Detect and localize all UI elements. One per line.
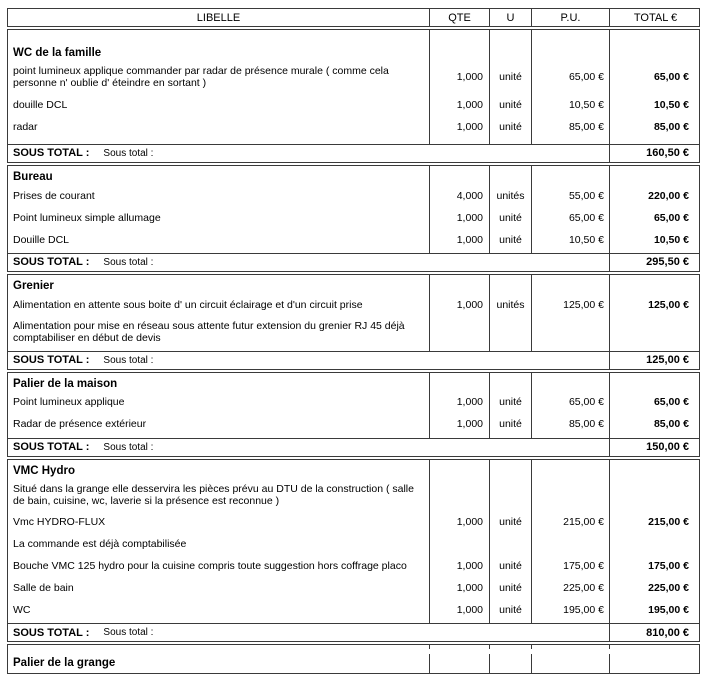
cell-qte [429,138,489,144]
cell-pu [531,138,609,144]
cell-pu [531,30,609,46]
table-header-row [7,8,700,27]
cell-label [8,30,429,46]
cell-unit [489,138,531,144]
subtotal-labels [8,352,609,369]
cell-unit [489,316,531,349]
cell-qte [429,349,489,351]
cell-qte: 4,000 [429,185,489,207]
cell-total [609,645,701,649]
cell-unit [489,533,531,555]
item-row [8,599,699,621]
cell-total [609,621,701,623]
section-block [7,29,700,163]
subtotal-bold-label: SOUS TOTAL : [13,441,90,453]
cell-pu: 65,00 € [531,207,609,229]
cell-pu: 10,50 € [531,94,609,116]
header-libelle: LIBELLE [196,11,241,24]
section-title: Grenier [13,279,54,292]
subtotal-bold-label: SOUS TOTAL : [13,626,90,639]
item-row [8,294,699,316]
cell-pu: 85,00 € [531,116,609,138]
section-title-row [8,170,699,185]
cell-unit: unité [489,94,531,116]
cell-qte: 1,000 [429,61,489,94]
cell-unit: unité [489,116,531,138]
cell-label: Radar de présence extérieur [13,418,147,431]
item-row [8,511,699,533]
cell-pu: 225,00 € [531,577,609,599]
cell-qte: 1,000 [429,392,489,414]
cell-label [8,170,429,185]
cell-unit: unité [489,577,531,599]
cell-total: 175,00 € [609,555,701,577]
cell-label: Salle de bain [13,582,74,595]
cell-qte [429,479,489,512]
quote-document-page [7,8,700,674]
cell-qte [429,316,489,349]
cell-label [8,436,429,438]
cell-total [609,436,701,438]
cell-pu [531,479,609,512]
subtotal-row [8,351,699,369]
cell-label: La commande est déjà comptabilisée [13,538,187,551]
item-row [8,61,699,94]
cell-label [8,251,429,253]
cell-label: point lumineux applique commander par radar de présence murale ( comme cela personne n' oublie d' éteindre en sortant ) [13,65,389,90]
section-title: Bureau [13,170,53,183]
cell-pu [531,654,609,673]
section-block [7,165,700,272]
section-title-row [8,377,699,392]
cell-qte [429,30,489,46]
cell-total [609,170,701,185]
cell-pu: 10,50 € [531,229,609,251]
cell-total: 215,00 € [609,511,701,533]
cell-label [8,464,429,479]
cell-pu [531,46,609,61]
cell-pu: 125,00 € [531,294,609,316]
header-total: TOTAL € [609,9,701,26]
cell-total: 225,00 € [609,577,701,599]
subtotal-plain-label: Sous total : [103,627,154,639]
cell-unit [489,46,531,61]
spacer-row [8,645,699,649]
cell-total: 220,00 € [609,185,701,207]
item-row [8,479,699,512]
subtotal-labels [8,145,609,162]
subtotal-amount: 150,00 € [609,439,701,456]
section-block [7,274,700,370]
cell-total [609,533,701,555]
cell-label: douille DCL [13,98,68,111]
cell-unit [489,170,531,185]
cell-label: Situé dans la grange elle desservira les pièces prévu au DTU de la construction ( salle de bain, cuisine, wc, laverie si la présence est reconnue ) [13,482,414,507]
cell-unit [489,479,531,512]
cell-label [8,621,429,623]
cell-pu: 175,00 € [531,555,609,577]
cell-label [8,138,429,144]
subtotal-plain-label: Sous total : [103,441,154,453]
cell-unit [489,349,531,351]
section-title-row [8,46,699,61]
spacer-row [8,138,699,144]
cell-pu [531,279,609,294]
sections [7,29,700,674]
cell-label [8,377,429,392]
cell-unit [489,621,531,623]
cell-qte [429,251,489,253]
subtotal-row [8,144,699,162]
cell-total [609,479,701,512]
cell-pu [531,645,609,649]
cell-pu [531,464,609,479]
cell-qte: 1,000 [429,414,489,436]
cell-unit: unité [489,229,531,251]
cell-pu: 85,00 € [531,414,609,436]
subtotal-bold-label: SOUS TOTAL : [13,256,90,269]
cell-label [8,349,429,351]
cell-qte [429,654,489,673]
section-title: VMC Hydro [13,464,75,477]
cell-label: Douille DCL [13,233,70,246]
cell-total [609,251,701,253]
cell-label [8,46,429,61]
section-block [7,459,700,643]
header-pu: P.U. [531,9,609,26]
cell-unit: unité [489,555,531,577]
cell-pu: 65,00 € [531,61,609,94]
cell-unit [489,464,531,479]
cell-total: 65,00 € [609,392,701,414]
cell-label: Bouche VMC 125 hydro pour la cuisine compris toute suggestion hors coffrage placo [13,560,407,573]
cell-total [609,349,701,351]
header-u: U [489,9,531,26]
cell-pu [531,349,609,351]
cell-total: 85,00 € [609,116,701,138]
cell-total: 65,00 € [609,207,701,229]
subtotal-plain-label: Sous total : [103,147,154,159]
cell-total: 10,50 € [609,229,701,251]
spacer-row [8,251,699,253]
subtotal-amount: 160,50 € [609,145,701,162]
cell-qte: 1,000 [429,555,489,577]
subtotal-amount: 125,00 € [609,352,701,369]
item-row [8,414,699,436]
subtotal-amount: 295,50 € [609,254,701,271]
cell-unit: unité [489,392,531,414]
cell-qte [429,645,489,649]
cell-total [609,654,701,673]
item-row [8,316,699,349]
cell-unit [489,436,531,438]
cell-total: 85,00 € [609,414,701,436]
cell-label: Vmc HYDRO-FLUX [13,516,106,529]
cell-total: 195,00 € [609,599,701,621]
subtotal-labels [8,254,609,271]
cell-qte [429,533,489,555]
cell-total [609,30,701,46]
cell-label: WC [13,604,31,617]
item-row [8,116,699,138]
subtotal-bold-label: SOUS TOTAL : [13,354,90,366]
cell-pu [531,251,609,253]
section-title-row [8,279,699,294]
cell-unit: unité [489,511,531,533]
cell-qte: 1,000 [429,511,489,533]
subtotal-row [8,438,699,456]
cell-label: Alimentation pour mise en réseau sous attente futur extension du grenier RJ 45 déjà comptabiliser en début de devis [13,319,405,345]
cell-unit [489,279,531,294]
spacer-row [8,30,699,46]
cell-unit [489,251,531,253]
cell-qte [429,436,489,438]
cell-qte [429,464,489,479]
item-row [8,94,699,116]
section-title: Palier de la maison [13,377,118,390]
cell-qte: 1,000 [429,229,489,251]
cell-unit [489,645,531,649]
cell-pu [531,316,609,349]
cell-unit: unité [489,599,531,621]
cell-pu: 215,00 € [531,511,609,533]
subtotal-bold-label: SOUS TOTAL : [13,147,90,160]
cell-pu [531,621,609,623]
item-row [8,555,699,577]
cell-unit: unité [489,207,531,229]
cell-label [8,654,429,673]
subtotal-plain-label: Sous total : [103,354,154,366]
cell-total: 65,00 € [609,61,701,94]
cell-pu [531,533,609,555]
cell-qte [429,279,489,294]
cell-qte: 1,000 [429,116,489,138]
cell-unit: unité [489,61,531,94]
cell-qte [429,377,489,392]
spacer-row [8,349,699,351]
cell-unit: unité [489,414,531,436]
subtotal-row [8,623,699,641]
cell-total [609,138,701,144]
item-row [8,392,699,414]
cell-pu [531,377,609,392]
subtotal-row [8,253,699,271]
cell-qte [429,621,489,623]
cell-unit: unités [489,294,531,316]
cell-label [8,279,429,294]
cell-total [609,464,701,479]
cell-qte [429,170,489,185]
section-block [7,644,700,674]
cell-qte [429,46,489,61]
cell-pu [531,436,609,438]
spacer-row [8,621,699,623]
cell-label: radar [13,120,38,133]
item-row [8,533,699,555]
cell-total [609,46,701,61]
cell-label: Point lumineux simple allumage [13,211,161,224]
cell-qte: 1,000 [429,94,489,116]
subtotal-labels [8,624,609,641]
cell-total: 10,50 € [609,94,701,116]
cell-qte: 1,000 [429,599,489,621]
cell-label: Prises de courant [13,189,95,202]
section-title: WC de la famille [13,47,102,60]
header-qte: QTE [429,9,489,26]
cell-unit: unités [489,185,531,207]
subtotal-plain-label: Sous total : [103,256,154,268]
cell-label: Point lumineux applique [13,396,125,409]
cell-qte: 1,000 [429,294,489,316]
subtotal-labels [8,439,609,456]
cell-unit [489,30,531,46]
cell-label [8,645,429,649]
section-title-row [8,649,699,673]
cell-label: Alimentation en attente sous boite d' un circuit éclairage et d'un circuit prise [13,298,363,311]
cell-pu: 65,00 € [531,392,609,414]
section-title-row [8,464,699,479]
item-row [8,207,699,229]
item-row [8,229,699,251]
cell-pu: 55,00 € [531,185,609,207]
subtotal-amount: 810,00 € [609,624,701,641]
cell-total [609,279,701,294]
cell-unit [489,654,531,673]
item-row [8,577,699,599]
cell-total: 125,00 € [609,294,701,316]
cell-total [609,377,701,392]
cell-total [609,316,701,349]
spacer-row [8,436,699,438]
section-block [7,372,700,457]
cell-pu [531,170,609,185]
item-row [8,185,699,207]
cell-pu: 195,00 € [531,599,609,621]
cell-qte: 1,000 [429,207,489,229]
section-title: Palier de la grange [13,657,116,670]
cell-qte: 1,000 [429,577,489,599]
cell-unit [489,377,531,392]
